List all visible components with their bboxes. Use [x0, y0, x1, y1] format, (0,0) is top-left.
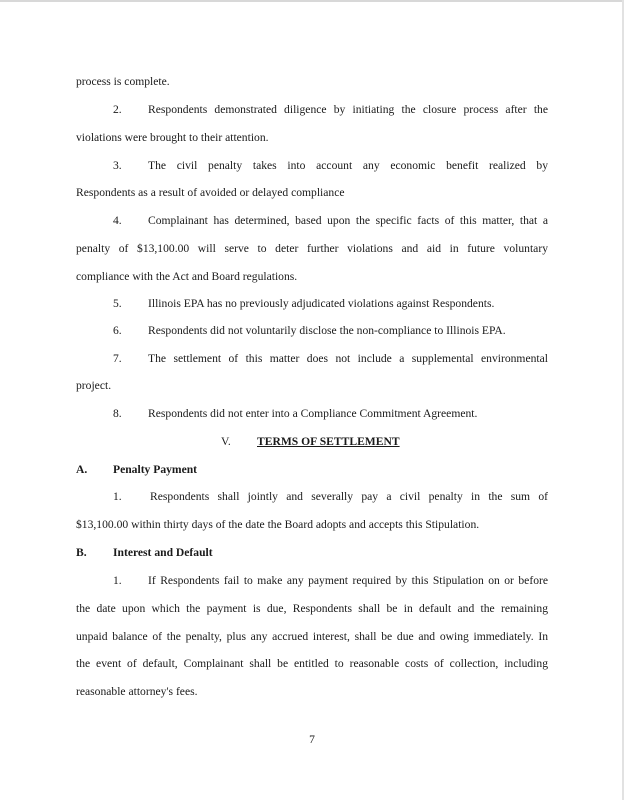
paragraph-line: the event of default, Complainant shall be entitled to reasonable costs of collection, including	[76, 657, 548, 670]
paragraph-line: Complainant has determined, based upon the specific facts of this matter, that a	[148, 214, 548, 227]
paragraph-line: the date upon which the payment is due, Respondents shall be in default and the remaining	[76, 602, 548, 615]
paragraph-line: reasonable attorney's fees.	[76, 685, 198, 698]
paragraph-line: $13,100.00 within thirty days of the date the Board adopts and accepts this Stipulation.	[76, 518, 480, 531]
paragraph-line: Respondents shall jointly and severally pay a civil penalty in the sum of	[150, 490, 548, 503]
paragraph-line: Respondents did not enter into a Compliance Commitment Agreement.	[148, 407, 478, 420]
section-number: V.	[221, 435, 231, 448]
page-number: 7	[309, 733, 315, 746]
section-title: TERMS OF SETTLEMENT	[257, 435, 400, 448]
paragraph-line: The civil penalty takes into account any economic benefit realized by	[148, 159, 548, 172]
subsection-title: Interest and Default	[113, 546, 213, 559]
paragraph-line: compliance with the Act and Board regulations.	[76, 270, 298, 283]
paragraph-line: Respondents did not voluntarily disclose the non-compliance to Illinois EPA.	[148, 324, 506, 337]
paragraph-line: penalty of $13,100.00 will serve to deter further violations and aid in future voluntary	[76, 242, 548, 255]
paragraph-line: unpaid balance of the penalty, plus any accrued interest, shall be due and owing immediately. In	[76, 630, 548, 643]
scan-edge	[0, 0, 624, 2]
paragraph-number: 4.	[113, 214, 122, 227]
subsection-letter: A.	[76, 463, 88, 476]
paragraph-number: 7.	[113, 352, 122, 365]
paragraph-number: 3.	[113, 159, 122, 172]
paragraph-line: project.	[76, 379, 112, 392]
paragraph-line: process is complete.	[76, 75, 170, 88]
paragraph-line: Respondents as a result of avoided or delayed compliance	[76, 186, 345, 199]
paragraph-number: 8.	[113, 407, 122, 420]
paragraph-number: 5.	[113, 297, 122, 310]
paragraph-number: 6.	[113, 324, 122, 337]
paragraph-line: violations were brought to their attention.	[76, 131, 269, 144]
paragraph-number: 1.	[113, 574, 122, 587]
paragraph-line: The settlement of this matter does not include a supplemental environmental	[148, 352, 548, 365]
paragraph-line: Illinois EPA has no previously adjudicated violations against Respondents.	[148, 297, 495, 310]
paragraph-number: 2.	[113, 103, 122, 116]
paragraph-number: 1.	[113, 490, 122, 503]
paragraph-line: Respondents demonstrated diligence by initiating the closure process after the	[148, 103, 548, 116]
paragraph-line: If Respondents fail to make any payment required by this Stipulation on or before	[148, 574, 548, 587]
subsection-letter: B.	[76, 546, 87, 559]
subsection-title: Penalty Payment	[113, 463, 198, 476]
